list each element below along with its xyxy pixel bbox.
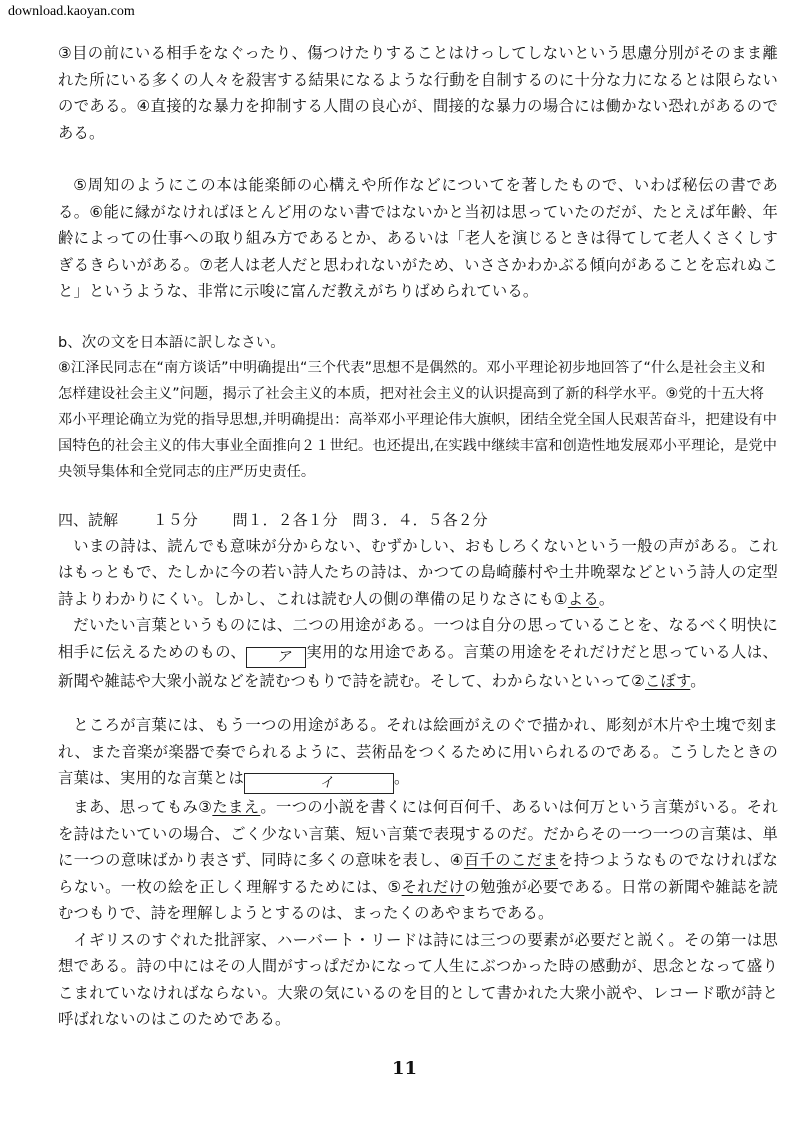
reading-p2-text-b: 実用的な用途である。言葉の用途をそれだけだと思っている人は、新聞や雑誌や大衆小説などを読むつもりで詩を読む。そして、わからないといって②: [58, 642, 778, 690]
reading-paragraph-4: [58, 794, 778, 927]
reading-paragraph-3: [58, 712, 778, 794]
header-url: download.kaoyan.com: [8, 4, 135, 19]
underlined-phrase-5: それだけ: [401, 877, 465, 896]
section-b-instruction: b、次の文を日本語に訳しなさい。: [58, 334, 285, 351]
page-number: 11: [391, 1058, 418, 1079]
underlined-phrase-1: よる: [567, 589, 599, 608]
reading-p4-text-d: の勉強が必要である。日常の新聞や雑誌を読むつもりで、詩を理解しようとするのは、まったくのあやまちである。: [58, 877, 778, 922]
section-4-scoring: 問１．２各１分 問３．４．５各２分: [232, 510, 488, 529]
answer-blank-a[interactable]: ア: [246, 647, 306, 668]
reading-p2-text-a: だいたい言葉というものには、二つの用途がある。一つは自分の思っていることを、なるべく明快に相手に伝えるためのもの、: [58, 616, 778, 661]
page-content: [58, 40, 778, 1033]
reading-p3-text-b: 。: [393, 769, 410, 787]
section-b-chinese-text: ⑧江泽民同志在“南方谈话”中明确提出“三个代表”思想不是偶然的。邓小平理论初步地回答了“什么是社会主义和怎样建设社会主义”问题，揭示了社会主义的本质，把对社会主义的认识提高到了新的科学水平。⑨党的十五大将邓小平理论确立为党的指导思想,并明确提出：高举邓小平理论伟大旗帜，团结全党全国人民艰苦奋斗，把建设有中国特色的社会主义的伟大事业全面推向２１世纪。也还提出,在实践中继续丰富和创造性地发展邓小平理论，是党中央领导集体和全党同志的庄严历史责任。: [58, 359, 777, 480]
underlined-phrase-3: たまえ: [212, 798, 261, 816]
reading-paragraph-5: イギリスのすぐれた批評家、ハーバート・リードは詩には三つの要素が必要だと説く。その第一は思想である。詩の中にはその人間がすっぱだかになって人生にぶつかった時の感動が、思念となって盛りこまれていなければならない。大衆の気にいるのを目的として書かれた大衆小説や、レコード歌が詩と呼ばれないのはこのためである。: [58, 930, 778, 1028]
reading-paragraph-1: [58, 533, 778, 613]
reading-p4-text-c: を持つようなものでなければならない。一枚の絵を正しく理解するためには、⑤: [58, 851, 778, 896]
section-4-points: １５分: [152, 510, 198, 529]
underlined-phrase-4: 百千のこだま: [463, 851, 559, 869]
reading-p4-text-b: 。一つの小説を書くには何百何千、あるいは何万という言葉がいる。それを詩はたいていの場合、ごく少ない言葉、短い言葉で表現するのだ。だからその一つ一つの言葉は、単に一つの意味ばかり表さず、同時に多くの意味を表し、④: [58, 798, 778, 869]
reading-p1-text-b: 。: [598, 589, 615, 608]
reading-p4-text-a: まあ、思ってもみ③: [73, 798, 213, 816]
reading-p2-text-c: 。: [690, 671, 706, 690]
underlined-phrase-2: こぼす: [645, 671, 691, 690]
reading-p1-text-a: いまの詩は、読んでも意味が分からない、むずかしい、おもしろくないという一般の声がある。これはもっともで、たしかに今の若い詩人たちの詩は、かつての島崎藤村や土井晩翠などという詩人の定型詩よりわかりにくい。しかし、これは読む人の側の準備の足りなさにも①: [58, 536, 778, 608]
passage-a-paragraph-1: ③目の前にいる相手をなぐったり、傷つけたりすることはけっしてしないという思慮分別がそのまま離れた所にいる多くの人々を殺害する結果になるような行動を自制するのに十分な力になるとは限らないのである。④直接的な暴力を抑制する人間の良心が、間接的な暴力の場合には働かない恐れがあるのである。: [58, 44, 778, 142]
section-4-title: 四、読解: [58, 510, 119, 529]
section-4-header: [58, 507, 778, 533]
passage-a-paragraph-2: ⑤周知のようにこの本は能楽師の心構えや所作などについてを著したもので、いわば秘伝の書である。⑥能に縁がなければほとんど用のない書ではないかと当初は思っていたのだが、たとえば年齢、年齢によっての仕事への取り組み方であるとか、あるいは「老人を演じるときは得てして老人くさくしすぎるきらいがある。⑦老人は老人だと思われないがため、いささかわかぶる傾向があることを忘れぬこと」というような、非常に示唆に富んだ教えがちりばめられている。: [58, 176, 778, 300]
reading-paragraph-2: [58, 612, 778, 694]
reading-p3-text-a: ところが言葉には、もう一つの用途がある。それは絵画がえのぐで描かれ、彫刻が木片や土塊で刻まれ、また音楽が楽器で奏でられるように、芸術品をつくるために用いられるのである。こうしたときの言葉は、実用的な言葉とは: [58, 716, 778, 787]
answer-blank-i[interactable]: イ: [244, 773, 394, 794]
